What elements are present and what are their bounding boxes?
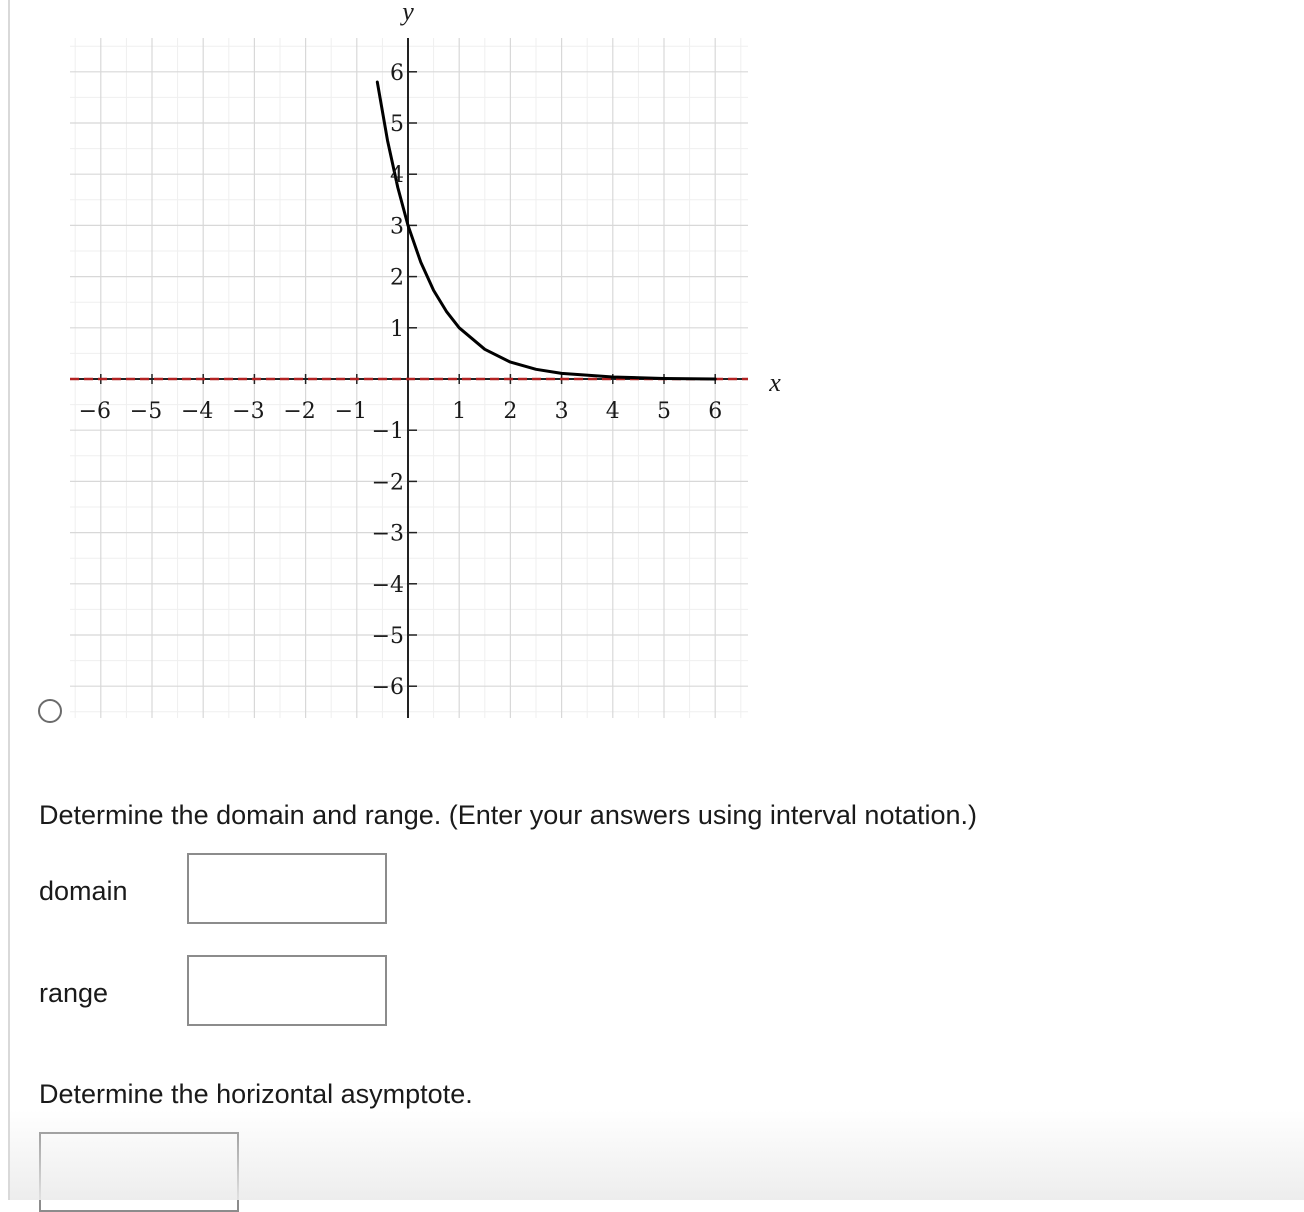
x-tick-label: −4 [180, 399, 214, 424]
range-input[interactable] [187, 955, 387, 1026]
y-tick-label: 6 [390, 60, 404, 86]
x-tick-label: 4 [605, 399, 620, 424]
x-axis-label: x [769, 368, 781, 397]
y-tick-label: −4 [371, 572, 404, 598]
x-tick-label: 1 [452, 399, 467, 424]
y-tick-label: −5 [371, 624, 404, 649]
y-tick-label: −1 [371, 419, 404, 445]
x-tick-label: 2 [503, 399, 518, 424]
y-tick-label: −3 [371, 521, 404, 547]
y-tick-label: 2 [390, 265, 404, 291]
domain-range-prompt: Determine the domain and range. (Enter your answers using interval notation.) [39, 800, 977, 830]
x-tick-label: −6 [78, 399, 112, 424]
x-tick-label: −2 [283, 399, 316, 424]
x-tick-label: −3 [232, 399, 265, 424]
bottom-shadow [10, 1110, 1304, 1200]
answer-option-radio[interactable] [38, 699, 62, 723]
range-label: range [39, 978, 109, 1008]
asymptote-prompt: Determine the horizontal asymptote. [39, 1079, 473, 1109]
x-tick-label: 3 [554, 399, 569, 424]
x-tick-label: 5 [657, 399, 671, 424]
y-tick-label: 5 [390, 112, 404, 137]
x-tick-label: 6 [708, 399, 723, 424]
y-axis-label: y [402, 0, 414, 26]
y-tick-label: −2 [371, 470, 404, 496]
y-tick-label: 4 [390, 163, 404, 189]
domain-input[interactable] [187, 853, 387, 924]
x-tick-label: −5 [129, 399, 163, 424]
y-tick-label: 3 [390, 214, 404, 240]
y-tick-label: −6 [371, 675, 404, 701]
x-tick-label: −1 [334, 399, 368, 424]
y-tick-label: 1 [390, 316, 404, 342]
domain-label: domain [39, 876, 128, 906]
